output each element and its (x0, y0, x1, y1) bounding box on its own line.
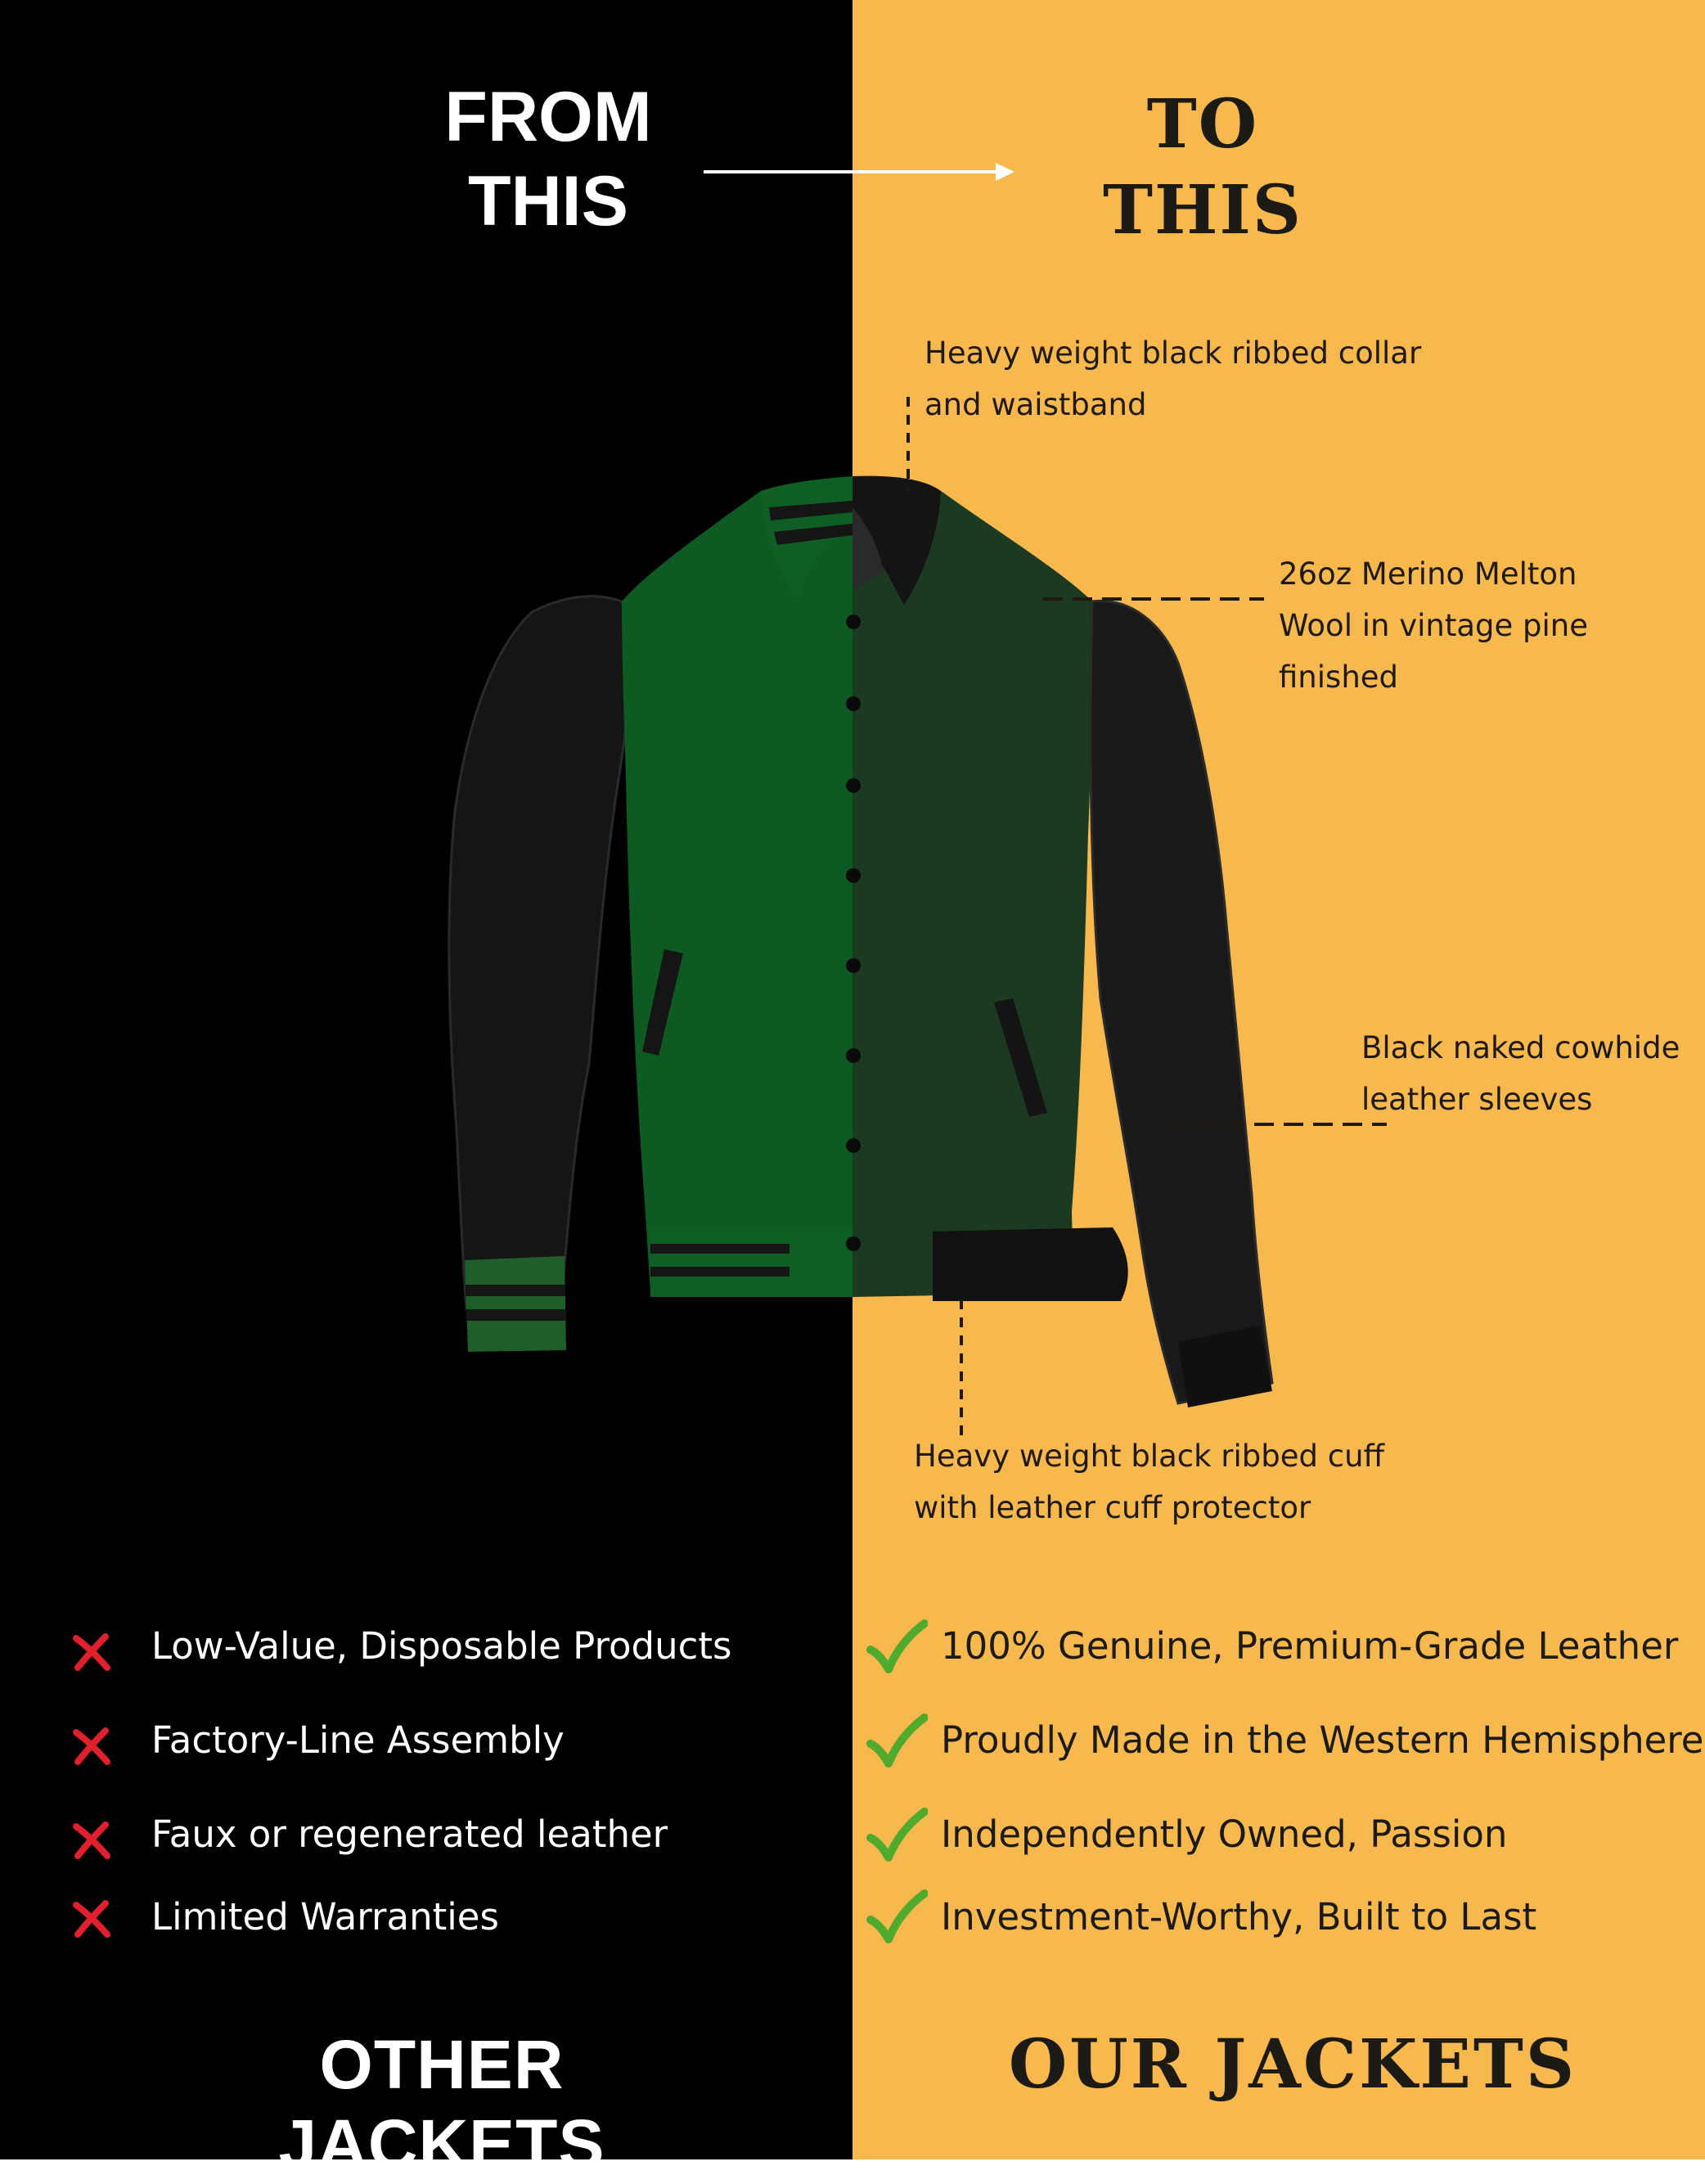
sleeves-annotation (1361, 1022, 1680, 1125)
from-this-line1: FROM (444, 78, 652, 156)
left-cuff-stripe (466, 1285, 565, 1296)
left-cuff (465, 1256, 566, 1352)
wool-leader-line (1043, 591, 1264, 607)
wool-annotation-line3: finished (1279, 660, 1399, 695)
from-this-line2: THIS (468, 162, 628, 241)
right-waistband (933, 1227, 1128, 1301)
other-feature-item: Factory-Line Assembly (151, 1718, 565, 1762)
cuff-annotation-line2: with leather cuff protector (914, 1490, 1311, 1525)
right-body-panel (852, 491, 1092, 1297)
to-this-line1: TO (1146, 85, 1259, 164)
left-sleeve (449, 597, 629, 1309)
left-cuff-stripe (466, 1309, 566, 1321)
our-feature-item: Independently Owned, Passion (941, 1812, 1508, 1856)
collar-annotation (924, 327, 1421, 430)
wool-annotation-line1: 26oz Merino Melton (1279, 556, 1577, 592)
our-feature-item: Investment-Worthy, Built to Last (941, 1895, 1537, 1939)
collar-leader-line (900, 397, 916, 491)
cross-icon (70, 1818, 114, 1862)
other-feature-item: Limited Warranties (151, 1895, 499, 1939)
cross-icon (70, 1630, 114, 1674)
check-icon (866, 1713, 928, 1772)
wool-annotation (1279, 548, 1588, 703)
left-waistband-stripe (650, 1244, 790, 1254)
collar-annotation-line2: and waistband (924, 387, 1147, 422)
check-icon (866, 1807, 928, 1866)
other-jackets-footer: OTHER JACKETS (278, 2026, 605, 2182)
wool-annotation-line2: Wool in vintage pine (1279, 608, 1589, 643)
sleeves-leader-line (1166, 1116, 1387, 1133)
cross-icon (70, 1724, 114, 1768)
other-feature-item: Faux or regenerated leather (151, 1812, 668, 1856)
sleeves-annotation-line2: leather sleeves (1361, 1082, 1593, 1117)
our-jackets-footer: OUR JACKETS (1008, 2025, 1577, 2104)
cuff-annotation-line1: Heavy weight black ribbed cuff (914, 1439, 1385, 1474)
our-feature-item: Proudly Made in the Western Hemisphere (941, 1718, 1704, 1762)
cuff-annotation (914, 1430, 1384, 1533)
left-body-panel (622, 491, 852, 1297)
collar-annotation-line1: Heavy weight black ribbed collar (924, 335, 1422, 371)
left-waistband-stripe (650, 1267, 790, 1277)
cross-icon (70, 1897, 114, 1941)
left-waistband (650, 1227, 852, 1297)
cuff-leader-line (953, 1299, 969, 1439)
our-feature-item: 100% Genuine, Premium-Grade Leather (941, 1624, 1679, 1668)
sleeves-annotation-line1: Black naked cowhide (1361, 1030, 1680, 1065)
other-feature-item: Low-Value, Disposable Products (151, 1624, 732, 1668)
to-this-line2: THIS (1102, 170, 1303, 250)
check-icon (866, 1619, 928, 1677)
check-icon (866, 1889, 928, 1948)
